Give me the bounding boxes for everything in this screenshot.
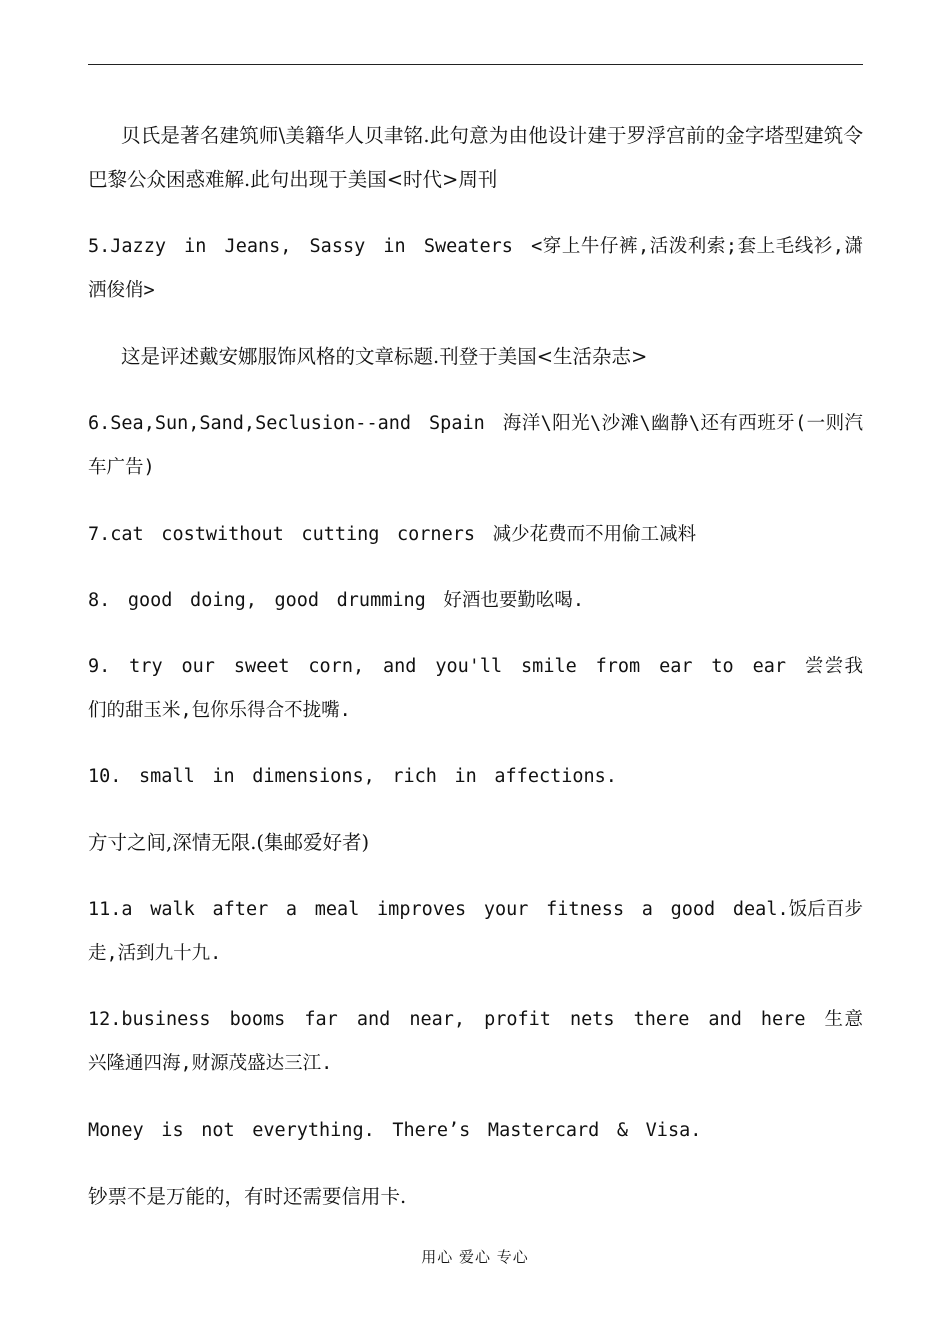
paragraph-item-9: 9. try our sweet corn, and you'll smile from ear to ear 尝尝我们的甜玉米,包你乐得合不拢嘴. [88, 656, 863, 721]
paragraph-mastercard: Money is not everything. There’s Mastercard & Visa. [88, 1120, 702, 1141]
paragraph-item-10: 10. small in dimensions, rich in affections. [88, 766, 617, 787]
paragraph-item-10-translation: 方寸之间,深情无限.(集邮爱好者) [88, 831, 370, 854]
paragraph-item-11: 11.a walk after a meal improves your fitness a good deal.饭后百步走,活到九十九. [88, 899, 863, 964]
paragraph-item-7: 7.cat costwithout cutting corners 减少花费而不用偷工减料 [88, 524, 697, 545]
page-footer: 用心 爱心 专心 [421, 1248, 529, 1266]
paragraph-item-12: 12.business booms far and near, profit nets there and here 生意兴隆通四海,财源茂盛达三江. [88, 1009, 863, 1074]
paragraph-diana-note: 这是评述戴安娜服饰风格的文章标题.刊登于美国<生活杂志> [121, 345, 648, 368]
paragraph-item-5: 5.Jazzy in Jeans, Sassy in Sweaters <穿上牛仔裤,活泼利索;套上毛线衫,潇洒俊俏> [88, 236, 863, 301]
paragraph-pei-description: 贝氏是著名建筑师\美籍华人贝聿铭.此句意为由他设计建于罗浮宫前的金字塔型建筑令巴黎公众困惑难解.此句出现于美国<时代>周刊 [88, 124, 863, 191]
paragraph-mastercard-translation: 钞票不是万能的，有时还需要信用卡. [88, 1185, 407, 1208]
header-rule [88, 64, 863, 65]
paragraph-item-8: 8. good doing, good drumming 好酒也要勤吆喝. [88, 590, 585, 611]
paragraph-item-6: 6.Sea,Sun,Sand,Seclusion--and Spain 海洋\阳光\沙滩\幽静\还有西班牙(一则汽车广告) [88, 413, 863, 478]
